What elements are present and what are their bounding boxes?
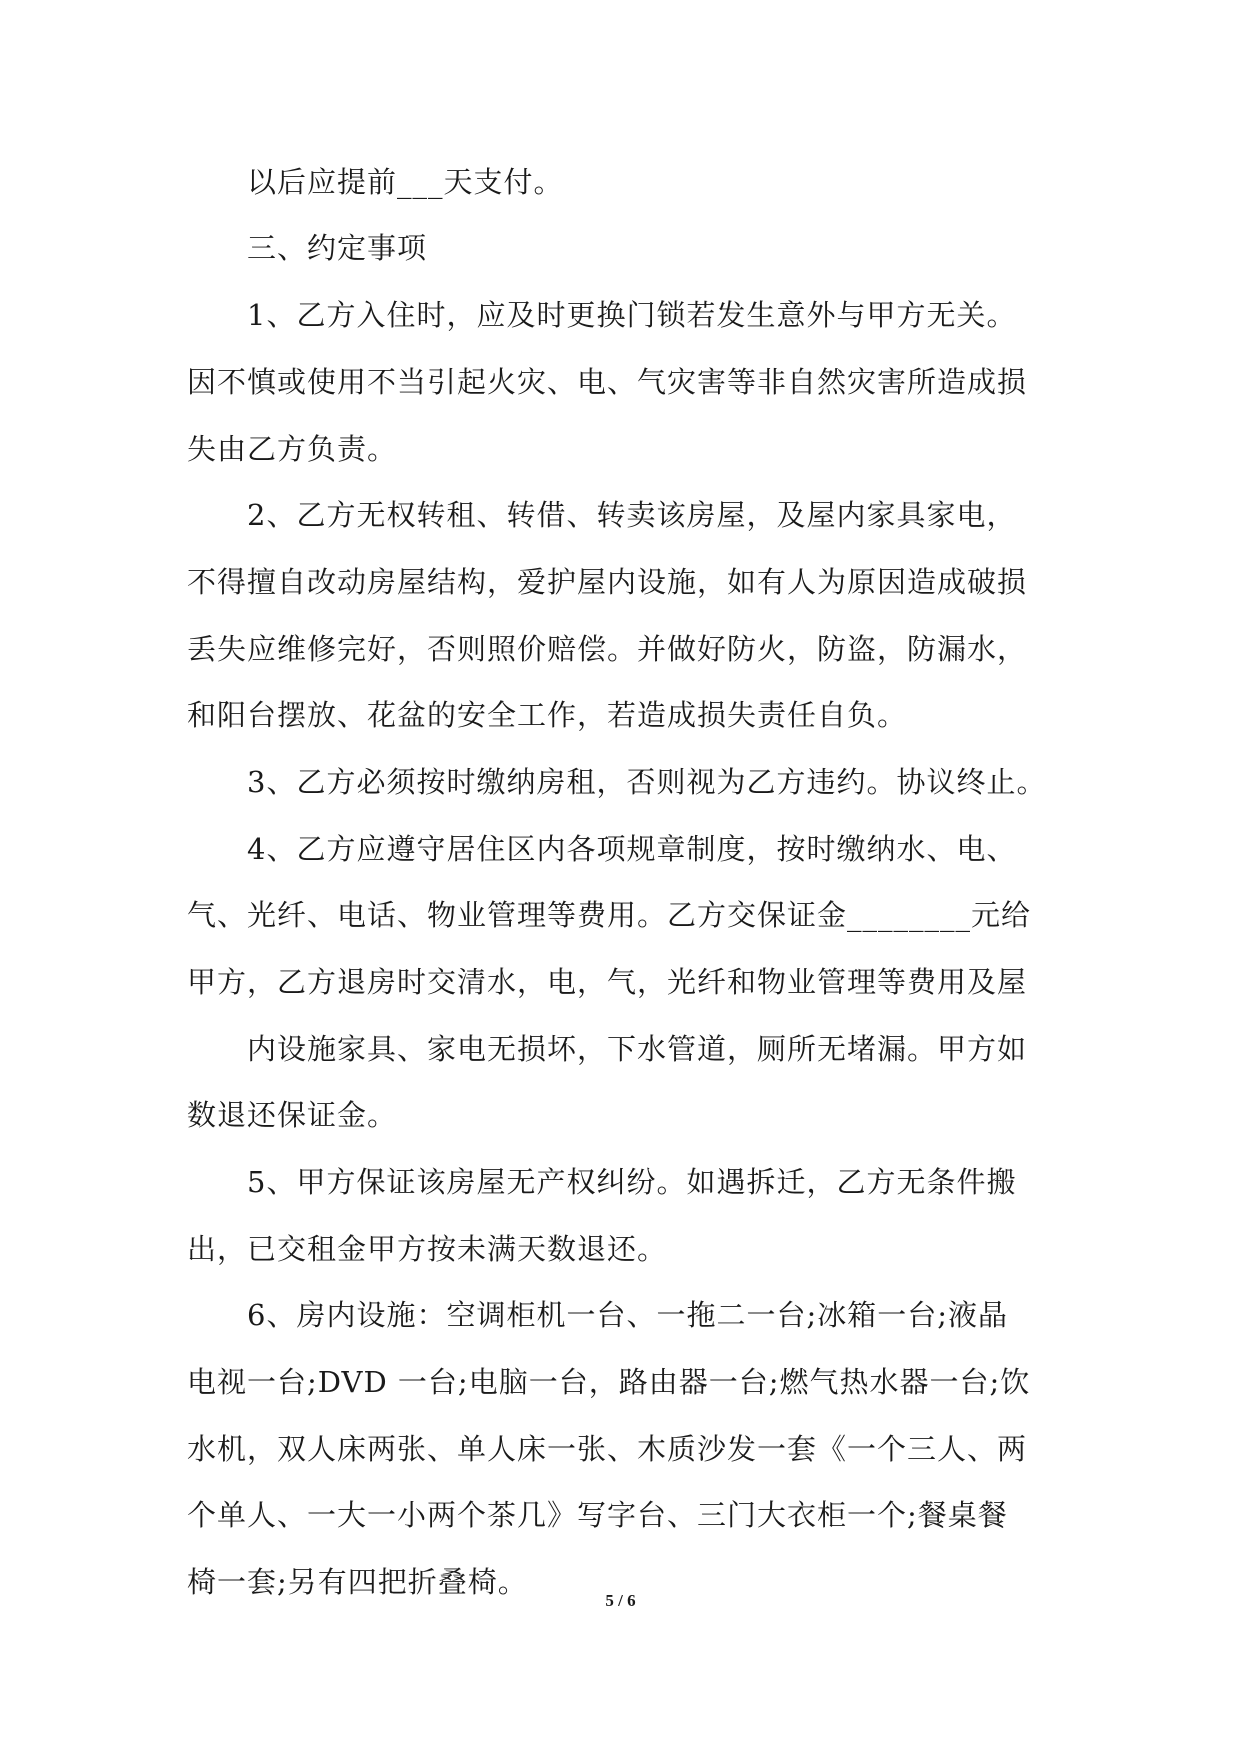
text-line: 电视一台;DVD 一台;电脑一台，路由器一台;燃气热水器一台;饮: [187, 1365, 1031, 1399]
page-number: 5 / 6: [605, 1591, 636, 1610]
text-line: 丢失应维修完好，否则照价赔偿。并做好防火，防盗，防漏水，: [187, 632, 1028, 666]
text-line: 2、乙方无权转租、转借、转卖该房屋，及屋内家具家电，: [247, 498, 1017, 532]
text-line: 以后应提前___天支付。: [247, 165, 564, 199]
text-line: 出，已交租金甲方按未满天数退还。: [187, 1232, 668, 1266]
text-line: 5、甲方保证该房屋无产权纠纷。如遇拆迁，乙方无条件搬: [247, 1165, 1017, 1199]
text-line: 不得擅自改动房屋结构，爱护屋内设施，如有人为原因造成破损: [187, 565, 1028, 599]
text-line: 椅一套;另有四把折叠椅。: [187, 1565, 528, 1599]
text-line: 因不慎或使用不当引起火灾、电、气灾害等非自然灾害所造成损: [187, 365, 1028, 399]
section-heading: 三、约定事项: [247, 231, 428, 265]
text-line: 气、光纤、电话、物业管理等费用。乙方交保证金________元给: [187, 898, 1032, 932]
text-line: 3、乙方必须按时缴纳房租，否则视为乙方违约。协议终止。: [247, 765, 1047, 799]
text-line: 6、房内设施：空调柜机一台、一拖二一台;冰箱一台;液晶: [247, 1298, 1008, 1332]
text-line: 4、乙方应遵守居住区内各项规章制度，按时缴纳水、电、: [247, 832, 1017, 866]
text-line: 失由乙方负责。: [187, 432, 398, 466]
text-line: 1、乙方入住时，应及时更换门锁若发生意外与甲方无关。: [247, 298, 1017, 332]
text-line: 甲方，乙方退房时交清水，电，气，光纤和物业管理等费用及屋: [187, 965, 1028, 999]
text-line: 水机，双人床两张、单人床一张、木质沙发一套《一个三人、两: [187, 1432, 1028, 1466]
text-line: 数退还保证金。: [187, 1098, 398, 1132]
text-line: 和阳台摆放、花盆的安全工作，若造成损失责任自负。: [187, 698, 908, 732]
text-line: 个单人、一大一小两个茶几》写字台、三门大衣柜一个;餐桌餐: [187, 1498, 1008, 1532]
text-line: 内设施家具、家电无损坏，下水管道，厕所无堵漏。甲方如: [247, 1032, 1028, 1066]
